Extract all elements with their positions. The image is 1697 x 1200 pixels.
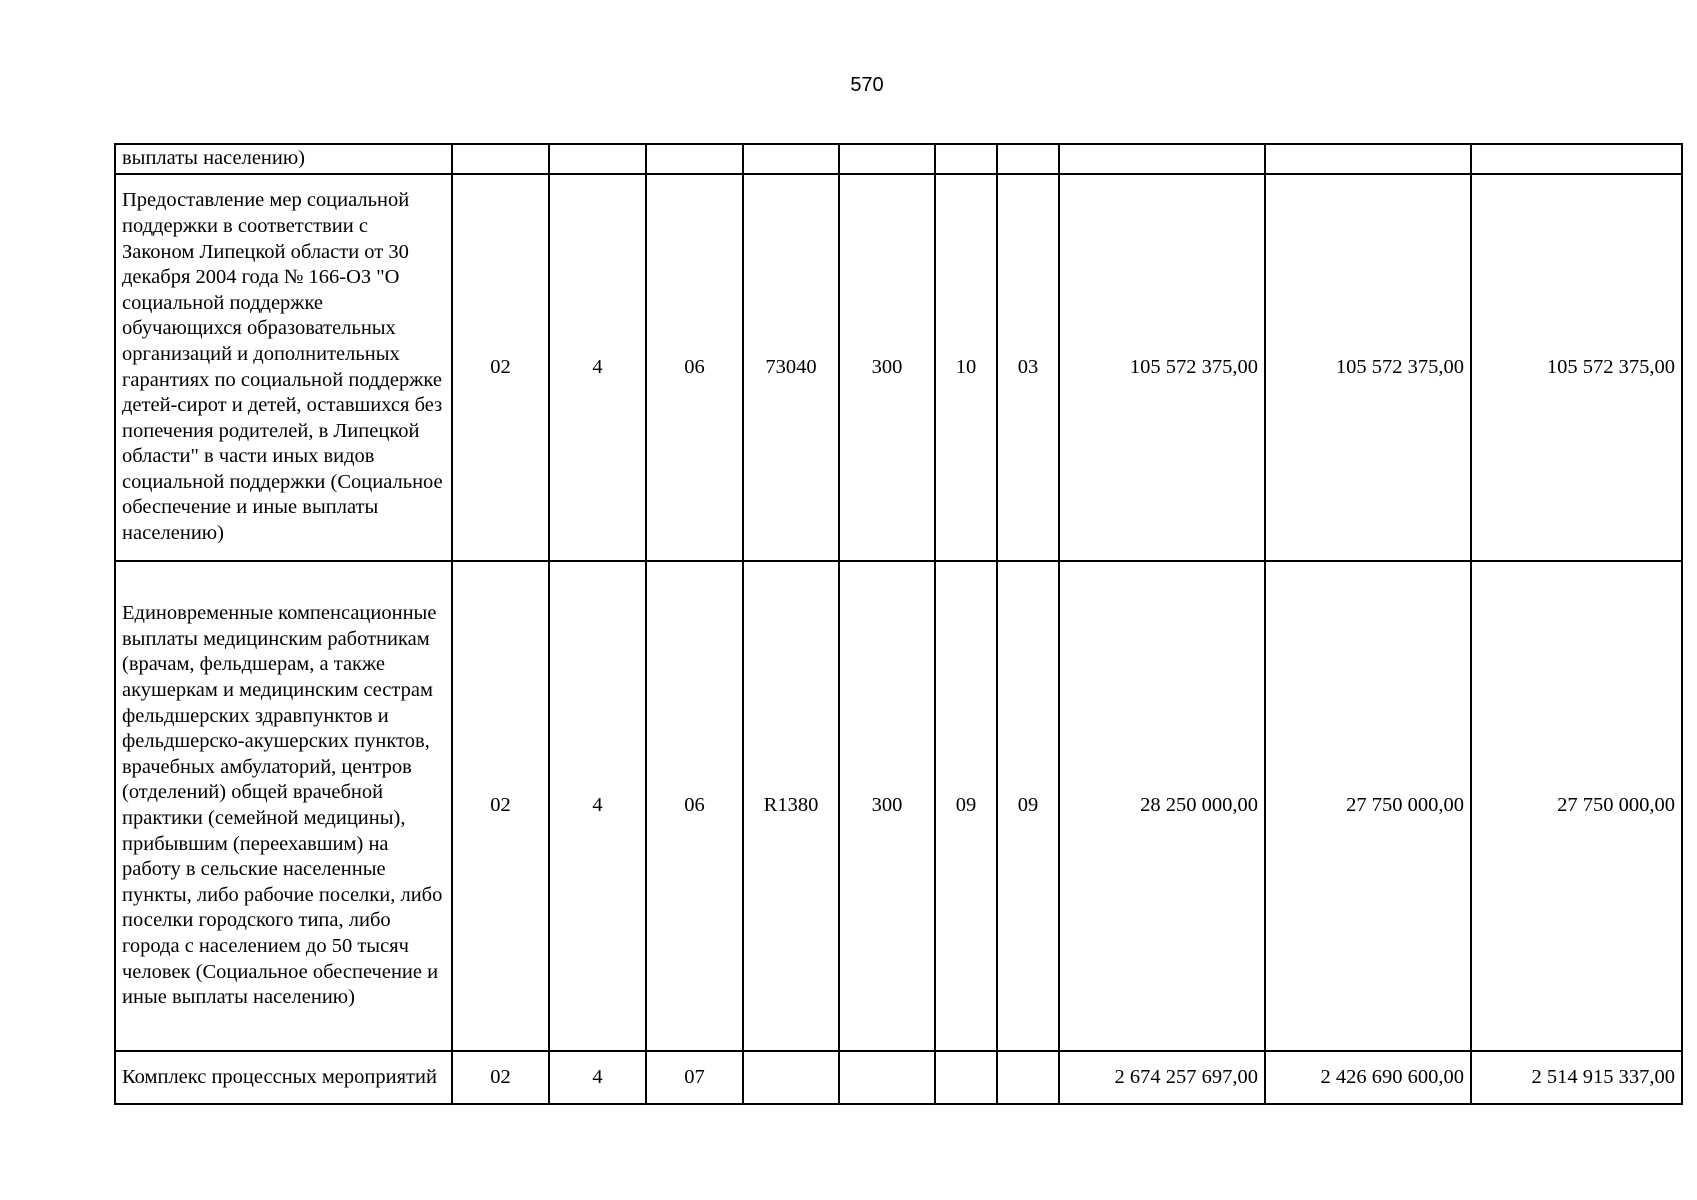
row-name: Комплекс процессных мероприятий: [115, 1051, 452, 1104]
subprogram-code: [549, 144, 646, 174]
section-code: 10: [935, 174, 997, 561]
program-code: [452, 144, 549, 174]
program-code: 02: [452, 1051, 549, 1104]
amount-year-3: 105 572 375,00: [1471, 174, 1682, 561]
subsection-code: [997, 144, 1059, 174]
amount-year-2: [1265, 144, 1471, 174]
expense-type-code: 300: [839, 174, 935, 561]
direction-code: 73040: [743, 174, 839, 561]
structure-code: 06: [646, 561, 743, 1051]
page-number: 570: [850, 74, 884, 96]
expense-type-code: [839, 144, 935, 174]
table-row: [115, 174, 1682, 561]
table-row: [115, 561, 1682, 1051]
expense-type-code: 300: [839, 561, 935, 1051]
subsection-code: 09: [997, 561, 1059, 1051]
amount-year-3: 2 514 915 337,00: [1471, 1051, 1682, 1104]
direction-code: R1380: [743, 561, 839, 1051]
section-code: 09: [935, 561, 997, 1051]
amount-year-2: 105 572 375,00: [1265, 174, 1471, 561]
structure-code: 06: [646, 174, 743, 561]
direction-code: [743, 1051, 839, 1104]
subsection-code: 03: [997, 174, 1059, 561]
amount-year-1: 105 572 375,00: [1059, 174, 1265, 561]
row-name: Единовременные компенсационные выплаты медицинским работникам (врачам, фельдшерам, а также акушеркам и медицинским сестрам фельдшерских здравпунктов и фельдшерско-акушерских пунктов, врачебных амбулаторий, центров (отделений) общей врачебной практики (семейной медицины), прибывшим (переехавшим) на работу в сельские населенные пункты, либо рабочие поселки, либо поселки городского типа, либо города с населением до 50 тысяч человек (Социальное обеспечение и иные выплаты населению): [115, 561, 452, 1051]
section-code: [935, 1051, 997, 1104]
amount-year-1: [1059, 144, 1265, 174]
row-name: выплаты населению): [115, 144, 452, 174]
table-row: [115, 1051, 1682, 1104]
section-code: [935, 144, 997, 174]
amount-year-2: 27 750 000,00: [1265, 561, 1471, 1051]
program-code: 02: [452, 174, 549, 561]
direction-code: [743, 144, 839, 174]
expense-type-code: [839, 1051, 935, 1104]
budget-table: [114, 143, 1683, 1105]
row-name: Предоставление мер социальной поддержки в соответствии с Законом Липецкой области от 30 декабря 2004 года № 166-ОЗ "О социальной поддержке обучающихся образовательных организаций и дополнительных гарантиях по социальной поддержке детей-сирот и детей, оставшихся без попечения родителей, в Липецкой области" в части иных видов социальной поддержки (Социальное обеспечение и иные выплаты населению): [115, 174, 452, 561]
program-code: 02: [452, 561, 549, 1051]
amount-year-3: [1471, 144, 1682, 174]
subprogram-code: 4: [549, 174, 646, 561]
structure-code: [646, 144, 743, 174]
table-row: [115, 144, 1682, 174]
amount-year-1: 2 674 257 697,00: [1059, 1051, 1265, 1104]
structure-code: 07: [646, 1051, 743, 1104]
subprogram-code: 4: [549, 561, 646, 1051]
amount-year-3: 27 750 000,00: [1471, 561, 1682, 1051]
amount-year-1: 28 250 000,00: [1059, 561, 1265, 1051]
amount-year-2: 2 426 690 600,00: [1265, 1051, 1471, 1104]
subsection-code: [997, 1051, 1059, 1104]
subprogram-code: 4: [549, 1051, 646, 1104]
